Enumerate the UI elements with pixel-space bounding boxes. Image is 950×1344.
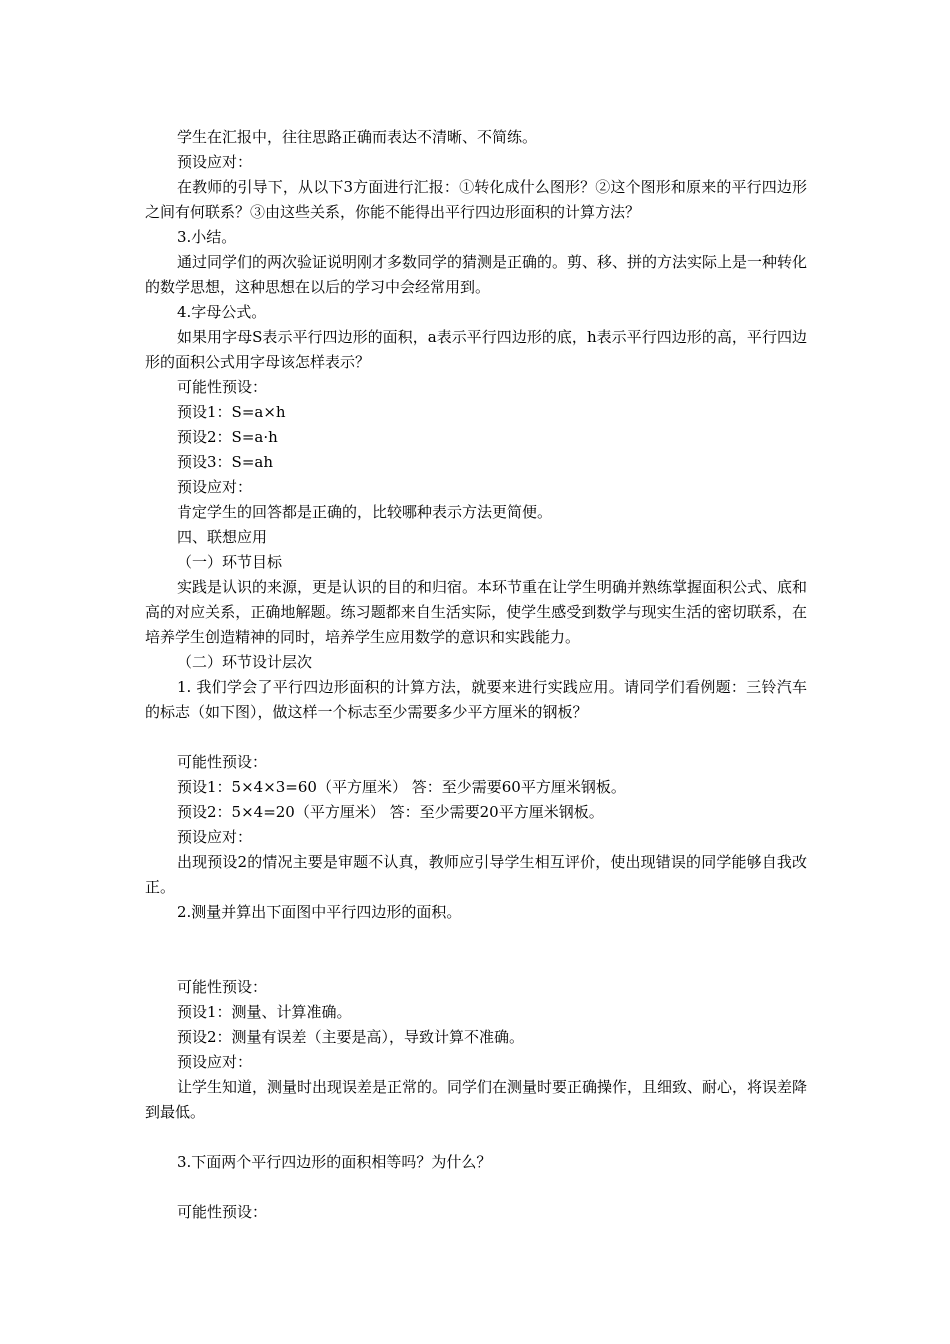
paragraph: 可能性预设： [177,978,268,996]
paragraph: 可能性预设： [177,753,268,771]
paragraph: 预设应对： [177,478,253,496]
paragraph: 出现预设2的情况主要是审题不认真，教师应引导学生相互评价，使出现错误的同学能够自我改正。 [145,853,807,896]
subsection-heading: （二）环节设计层次 [177,653,313,671]
blank-line [145,1125,807,1150]
paragraph: 如果用字母S表示平行四边形的面积，a表示平行四边形的底，h表示平行四边形的高，平行四边形的面积公式用字母该怎样表示？ [145,328,807,371]
paragraph: 预设应对： [177,1053,253,1071]
paragraph: 预设应对： [177,828,253,846]
paragraph: 1. 我们学会了平行四边形面积的计算方法，就要来进行实践应用。请同学们看例题：三铃汽车的标志（如下图），做这样一个标志至少需要多少平方厘米的钢板？ [145,678,807,721]
paragraph: 预设2：S=a·h [177,428,278,446]
paragraph: 预设3：S=ah [177,453,273,471]
blank-line [145,925,807,975]
blank-line [145,1175,807,1200]
paragraph: 预设1：5×4×3=60（平方厘米） 答：至少需要60平方厘米钢板。 [177,778,626,796]
paragraph: 4.字母公式。 [177,303,267,321]
paragraph: 预设应对： [177,153,253,171]
section-heading: 四、联想应用 [177,528,268,546]
paragraph: 实践是认识的来源，更是认识的目的和归宿。本环节重在让学生明确并熟练掌握面积公式、底和高的对应关系，正确地解题。练习题都来自生活实际，使学生感受到数学与现实生活的密切联系，在培养学生创造精神的同时，培养学生应用数学的意识和实践能力。 [145,578,808,646]
document-body [145,125,807,1225]
paragraph: 肯定学生的回答都是正确的，比较哪种表示方法更简便。 [177,503,553,521]
paragraph: 3.小结。 [177,228,237,246]
paragraph: 可能性预设： [177,1203,268,1221]
paragraph: 通过同学们的两次验证说明刚才多数同学的猜测是正确的。剪、移、拼的方法实际上是一种转化的数学思想，这种思想在以后的学习中会经常用到。 [145,253,808,296]
blank-line [145,725,807,750]
paragraph: 2.测量并算出下面图中平行四边形的面积。 [177,903,462,921]
subsection-heading: （一）环节目标 [177,553,283,571]
paragraph: 预设2：5×4=20（平方厘米） 答：至少需要20平方厘米钢板。 [177,803,604,821]
paragraph: 预设2：测量有误差（主要是高），导致计算不准确。 [177,1028,525,1046]
paragraph: 3.下面两个平行四边形的面积相等吗？为什么？ [177,1153,492,1171]
paragraph: 让学生知道，测量时出现误差是正常的。同学们在测量时要正确操作，且细致、耐心，将误差降到最低。 [145,1078,808,1121]
paragraph: 可能性预设： [177,378,268,396]
paragraph: 预设1：S=a×h [177,403,286,421]
paragraph: 在教师的引导下，从以下3方面进行汇报：①转化成什么图形？②这个图形和原来的平行四边形之间有何联系？③由这些关系，你能不能得出平行四边形面积的计算方法？ [145,178,807,221]
paragraph: 预设1：测量、计算准确。 [177,1003,352,1021]
paragraph: 学生在汇报中，往往思路正确而表达不清晰、不简练。 [177,128,538,146]
